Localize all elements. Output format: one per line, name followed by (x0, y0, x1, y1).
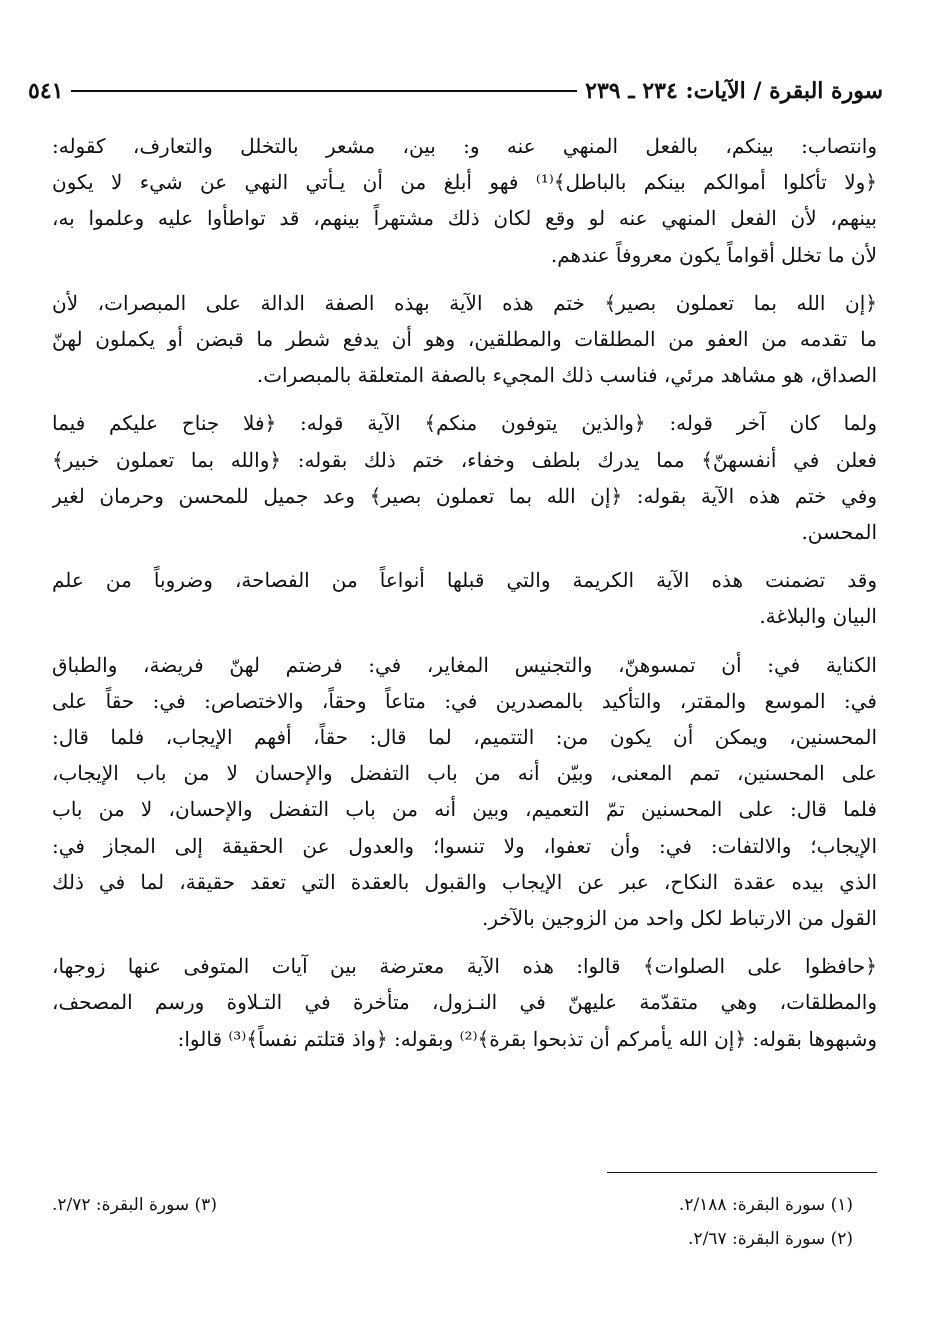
text-line: وقد تضمنت هذه الآية الكريمة والتي قبلها أنواعاً من الفصاحة، وضروباً من علم (52, 568, 877, 593)
paragraph (52, 562, 877, 634)
text-line: بينهم، لأن الفعل المنهي عنه لو وقع لكان ذلك مشتهراً بينهم، قد تواطأوا عليه وعلموا به، (52, 206, 877, 231)
main-text (52, 128, 877, 1057)
footnotes (52, 1188, 853, 1256)
text-line: ﴿إن الله بما تعملون بصير﴾ ختم هذه الآية بهذه الصفة الدالة على المبصرات، لأن (52, 290, 877, 315)
text-line: فعلن في أنفسهنّ﴾ مما يدرك بلطف وخفاء، ختم ذلك بقوله: ﴿والله بما تعملون خبير﴾ (52, 447, 877, 472)
text-line: وفي ختم هذه الآية بقوله: ﴿إن الله بما تعملون بصير﴾ وعد جميل للمحسن وحرمان لغير (52, 483, 877, 508)
paragraph (52, 647, 877, 937)
text-line: المحسنين، ويمكن أن يكون من: التتميم، لما قال: حقاً، أفهم الإيجاب، فلما قال: (52, 725, 877, 750)
text-line: وانتصاب: بينكم، بالفعل المنهي عنه و: بين، مشعر بالتخلل والتعارف، كقوله: (52, 134, 877, 158)
text-line: الكناية في: أن تمسوهنّ، والتجنيس المغاير، في: فرضتم لهنّ فريضة، والطباق (52, 652, 877, 677)
paragraph (52, 948, 877, 1057)
header-rule (71, 90, 577, 92)
text-line: على المحسنين، تمم المعنى، وبيّن أنه من باب التفضل والإحسان لا من باب الإيجاب، (52, 761, 877, 786)
text-line: ولما كان آخر قوله: ﴿والذين يتوفون منكم﴾ الآية قوله: ﴿فلا جناح عليكم فيما (52, 411, 877, 436)
paragraph (52, 128, 877, 273)
text-line: القول من الارتباط لكل واحد من الزوجين بالآخر. (482, 906, 877, 931)
page-number: ٥٤١ (28, 78, 64, 104)
text-line: وشبهوها بقوله: ﴿إن الله يأمركم أن تذبحوا بقرة﴾⁽²⁾ وبقوله: ﴿واذ قتلتم نفساً﴾⁽³⁾ قالوا: (177, 1026, 877, 1051)
paragraph (52, 405, 877, 550)
text-line: الإيجاب؛ والالتفات: في: وأن تعفوا، ولا تنسوا؛ والعدول عن الحقيقة إلى المجاز في: (52, 833, 877, 858)
text-line: الصداق، هو مشاهد مرئي، فناسب ذلك المجيء بالصفة المتعلقة بالمبصرات. (256, 363, 877, 388)
text-line: المحسن. (801, 520, 877, 545)
text-line: في: الموسع والمقتر، والتأكيد بالمصدرين في: متاعاً وحقاً، والاختصاص: في: حقاً على (52, 688, 877, 713)
text-line: لأن ما تخلل أقواماً يكون معروفاً عندهم. (550, 242, 877, 267)
text-line: ما تقدمه من العفو من المطلقات والمطلقين، وهو أن يدفع شطر ما قبضن أو يكملون لهنّ (52, 327, 877, 352)
text-line: فلما قال: على المحسنين تمّ التعميم، وبين أنه من باب التفضل والإحسان، لا من باب (52, 797, 877, 822)
running-header (28, 72, 883, 110)
footnote-1: (١) سورة البقرة: ٢/١٨٨. (678, 1195, 853, 1215)
footnote-row (52, 1222, 853, 1256)
footnote-3: (٣) سورة البقرة: ٢/٧٢. (52, 1195, 217, 1215)
text-line: والمطلقات، وهي متقدّمة عليهنّ في النـزول، متأخرة في التـلاوة ورسم المصحف، (52, 990, 877, 1015)
text-line: الذي بيده عقدة النكاح، عبر عن الإيجاب والقبول بالعقدة التي تعقد حقيقة، لما في ذلك (52, 869, 877, 894)
footnote-row (52, 1188, 853, 1222)
header-title: سورة البقرة / الآيات: ٢٣٤ ـ ٢٣٩ (585, 78, 883, 104)
text-line: البيان والبلاغة. (759, 604, 877, 629)
text-line: ﴿حافظوا على الصلوات﴾ قالوا: هذه الآية معترضة بين آيات المتوفى عنها زوجها، (52, 954, 877, 979)
footnote-2: (٢) سورة البقرة: ٢/٦٧. (688, 1229, 853, 1249)
paragraph (52, 285, 877, 394)
footnote-rule (607, 1172, 877, 1173)
text-line: ﴿ولا تأكلوا أموالكم بينكم بالباطل﴾⁽¹⁾ فهو أبلغ من أن يـأتي النهي عن شيء لا يكون (52, 170, 877, 195)
